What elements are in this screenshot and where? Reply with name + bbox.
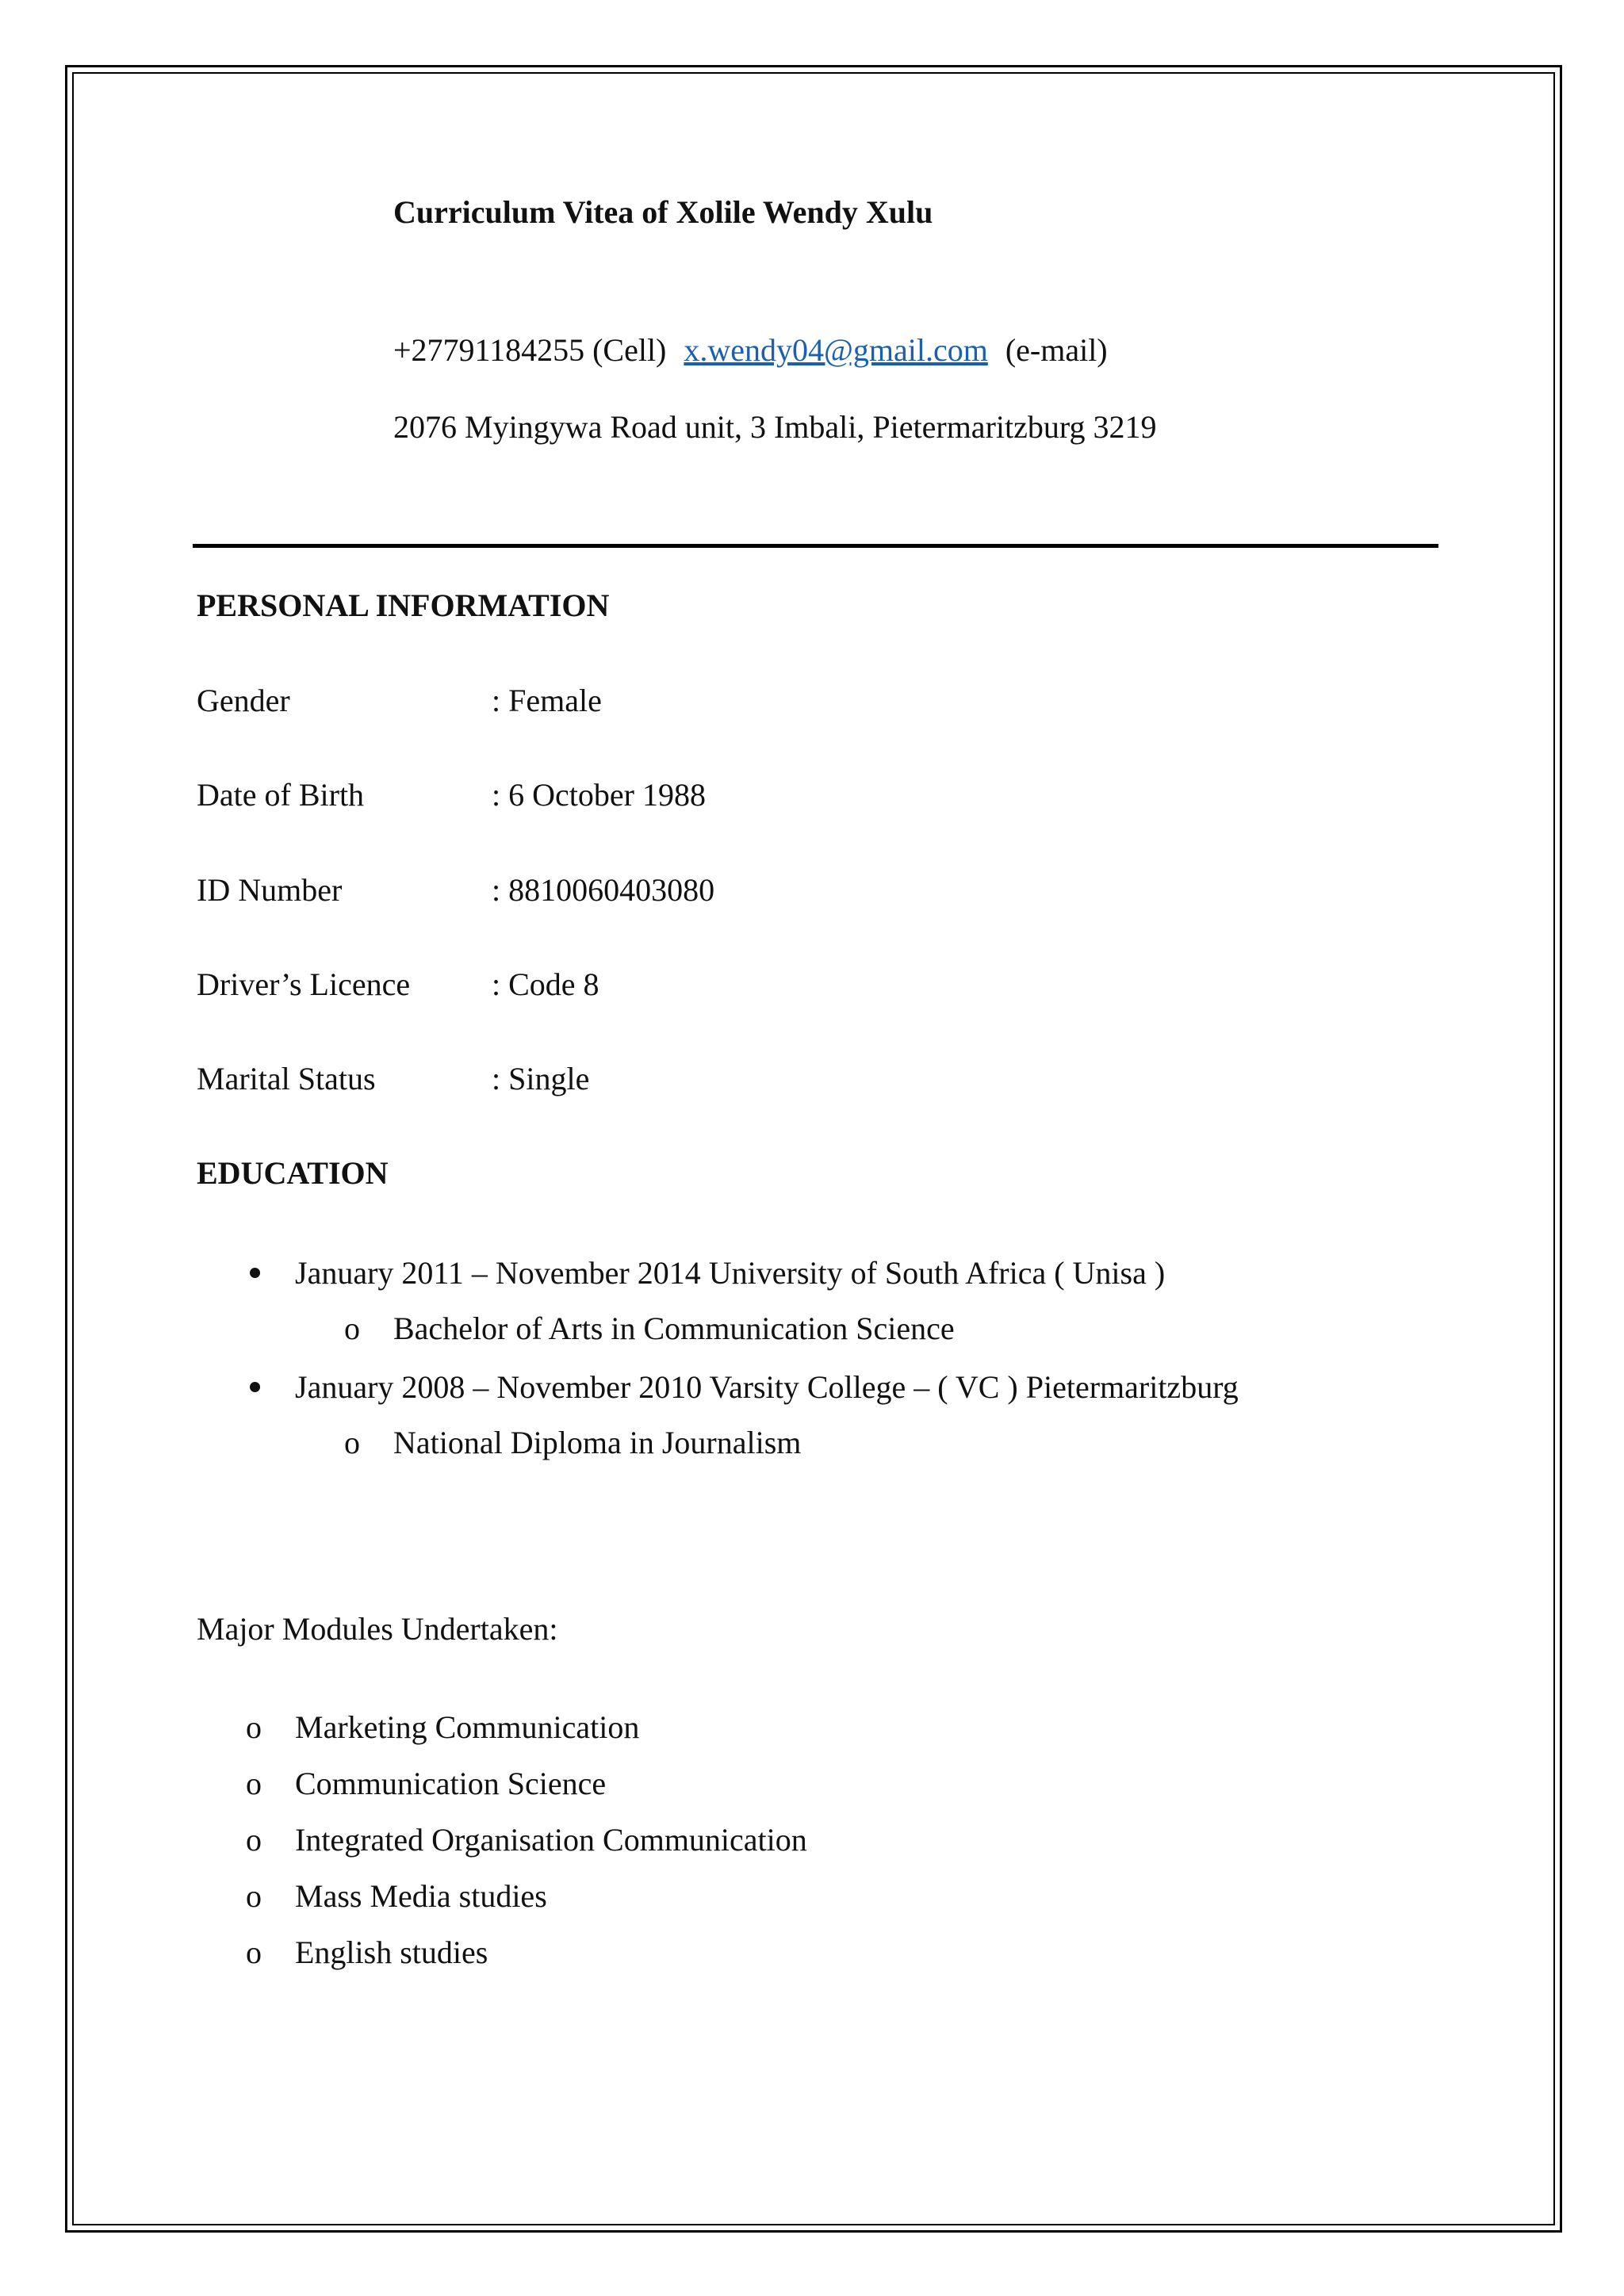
module-item: Marketing Communication: [295, 1709, 640, 1745]
education-heading: EDUCATION: [197, 1155, 389, 1191]
marital-status-value: : Single: [492, 1061, 590, 1096]
phone-number: +27791184255 (Cell): [393, 332, 667, 368]
gender-label: Gender: [197, 683, 290, 718]
sub-bullet-icon: o: [344, 1311, 360, 1346]
dob-label: Date of Birth: [197, 777, 365, 813]
gender-value: : Female: [492, 683, 602, 718]
education-item-2-qualification: National Diploma in Journalism: [393, 1425, 802, 1460]
id-number-label: ID Number: [197, 872, 343, 908]
module-item: Mass Media studies: [295, 1878, 547, 1914]
email-link[interactable]: x.wendy04@gmail.com: [684, 332, 988, 368]
cv-title: Curriculum Vitea of Xolile Wendy Xulu: [393, 194, 933, 230]
personal-heading: PERSONAL INFORMATION: [197, 587, 610, 623]
module-item: Integrated Organisation Communication: [295, 1822, 807, 1858]
bullet-icon: [250, 1382, 260, 1392]
sub-bullet-icon: o: [344, 1425, 360, 1460]
contact-line: [393, 331, 1108, 369]
bullet-icon: [250, 1268, 260, 1278]
id-number-value: : 8810060403080: [492, 872, 715, 908]
module-bullet-icon: o: [246, 1934, 262, 1970]
module-bullet-icon: o: [246, 1822, 262, 1858]
education-item-1-qualification: Bachelor of Arts in Communication Science: [393, 1311, 955, 1346]
module-bullet-icon: o: [246, 1878, 262, 1914]
module-item: Communication Science: [295, 1766, 607, 1801]
module-bullet-icon: o: [246, 1766, 262, 1801]
module-bullet-icon: o: [246, 1709, 262, 1745]
education-item-2-period: January 2008 – November 2010 Varsity College – ( VC ) Pietermaritzburg: [295, 1369, 1239, 1405]
education-item-1-period: January 2011 – November 2014 University of South Africa ( Unisa ): [295, 1255, 1166, 1291]
email-note: (e-mail): [1005, 332, 1108, 368]
drivers-licence-value: : Code 8: [492, 966, 599, 1002]
dob-value: : 6 October 1988: [492, 777, 706, 813]
address-line: 2076 Myingywa Road unit, 3 Imbali, Pietermaritzburg 3219: [393, 409, 1157, 445]
marital-status-label: Marital Status: [197, 1061, 376, 1096]
modules-heading: Major Modules Undertaken:: [197, 1611, 558, 1647]
drivers-licence-label: Driver’s Licence: [197, 966, 411, 1002]
section-divider: [193, 544, 1438, 548]
module-item: English studies: [295, 1934, 488, 1970]
